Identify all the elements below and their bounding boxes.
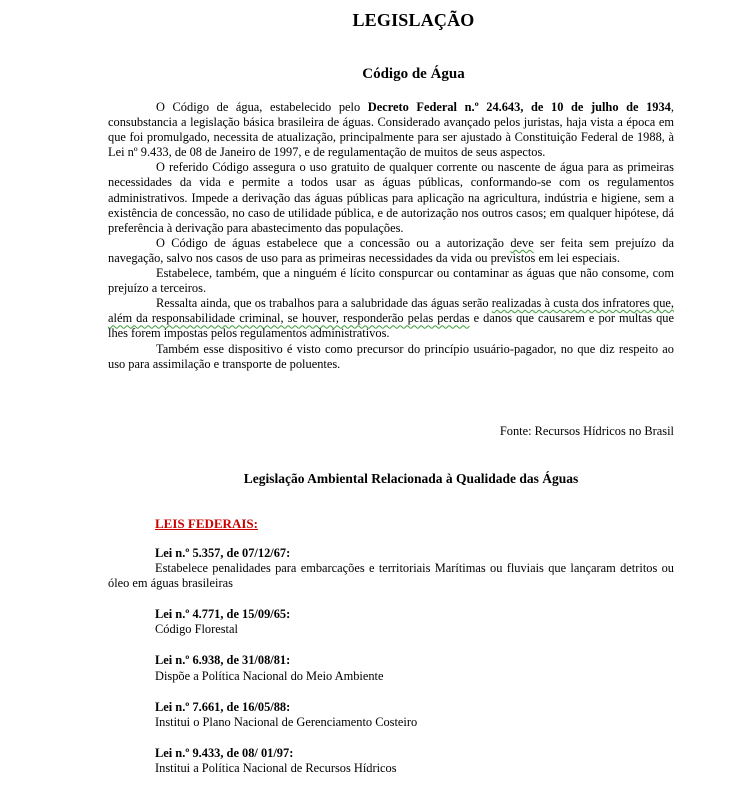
paragraph-6: Também esse dispositivo é visto como precursor do princípio usuário-pagador, no que diz respeito ao uso para assimilação e transporte de poluentes. bbox=[108, 341, 674, 371]
law-item bbox=[108, 653, 674, 683]
law-description: Código Florestal bbox=[155, 622, 238, 637]
law-description: Institui a Política Nacional de Recursos Hídricos bbox=[155, 760, 397, 775]
law-title: Lei n.º 5.357, de 07/12/67: bbox=[155, 546, 291, 560]
section-heading: Legislação Ambiental Relacionada à Qualidade das Águas bbox=[243, 471, 579, 486]
paragraph-1-rest: , consubstancia a legislação básica brasileira de águas. Considerado avançado pelos juristas, haja vista a época em que foi promulgado, necessita de atualização, principalmente para ser ajustado à Constituição Federal de 1988, à Lei nº 9.433, de 08 de Janeiro de 1997, e de regulamentação de muitos de seus aspectos. bbox=[108, 100, 674, 160]
law-item bbox=[108, 546, 674, 591]
paragraph-1 bbox=[108, 100, 674, 160]
paragraph-5 bbox=[108, 296, 674, 341]
law-item bbox=[108, 746, 674, 776]
law-item bbox=[108, 607, 674, 637]
paragraph-3-rest: ser feita sem prejuízo da navegação, salvo nos casos de uso para as primeiras necessidades da vida ou previstos em lei especiais. bbox=[108, 235, 675, 265]
page-title: LEGISLAÇÃO bbox=[352, 10, 475, 30]
law-description: Estabelece penalidades para embarcações e territoriais Marítimas ou fluviais que lançaram detritos ou óleo em águas brasileiras bbox=[108, 561, 674, 591]
law-title: Lei n.º 9.433, de 08/ 01/97: bbox=[155, 745, 294, 760]
decree-reference: Decreto Federal n.º 24.643, de 10 de julho de 1934 bbox=[367, 100, 671, 114]
source-citation: Fonte: Recursos Hídricos no Brasil bbox=[499, 424, 674, 438]
laws-list bbox=[108, 546, 674, 792]
page-subtitle: Código de Água bbox=[362, 66, 465, 82]
paragraph-5-lead: Ressalta ainda, que os trabalhos para a salubridade das águas serão bbox=[156, 296, 492, 311]
body-text bbox=[108, 100, 674, 372]
law-description: Institui o Plano Nacional de Gerenciamento Costeiro bbox=[155, 714, 418, 729]
paragraph-4: Estabelece, também, que a ninguém é lícito conspurcar ou contaminar as águas que não consome, com prejuízo a terceiros. bbox=[108, 266, 674, 296]
paragraph-3-lead: O Código de águas estabelece que a concessão ou a autorização bbox=[156, 235, 511, 250]
law-title: Lei n.º 7.661, de 16/05/88: bbox=[155, 699, 291, 714]
spellcheck-word-deve: deve bbox=[510, 235, 534, 250]
paragraph-2: O referido Código assegura o uso gratuito de qualquer corrente ou nascente de água para as primeiras necessidades da vida e permite a todos usar as águas públicas, conformando-se com os regulamentos administrativos. Impede a derivação das águas públicas para aplicação na agricultura, indústria e higiene, sem a existência de concessão, no caso de utilidade pública, e de autorização nos outros casos; em qualquer hipótese, dá preferência à derivação para abastecimento das populações. bbox=[108, 160, 674, 235]
paragraph-3 bbox=[108, 236, 674, 266]
law-description: Dispõe a Política Nacional do Meio Ambiente bbox=[155, 668, 384, 683]
paragraph-1-lead: O Código de água, estabelecido pelo bbox=[156, 100, 368, 114]
spellcheck-phrase: realizadas à custa dos infratores que, além da responsabilidade criminal, se houver, responderão pelas perdas bbox=[108, 296, 674, 326]
law-item bbox=[108, 700, 674, 730]
federal-laws-heading: LEIS FEDERAIS: bbox=[155, 516, 258, 531]
law-title: Lei n.º 6.938, de 31/08/81: bbox=[155, 653, 291, 668]
law-title: Lei n.º 4.771, de 15/09/65: bbox=[155, 607, 291, 622]
paragraph-5-rest: e danos que causarem e por multas que lhes forem impostas pelos regulamentos administrativos. bbox=[108, 311, 674, 341]
